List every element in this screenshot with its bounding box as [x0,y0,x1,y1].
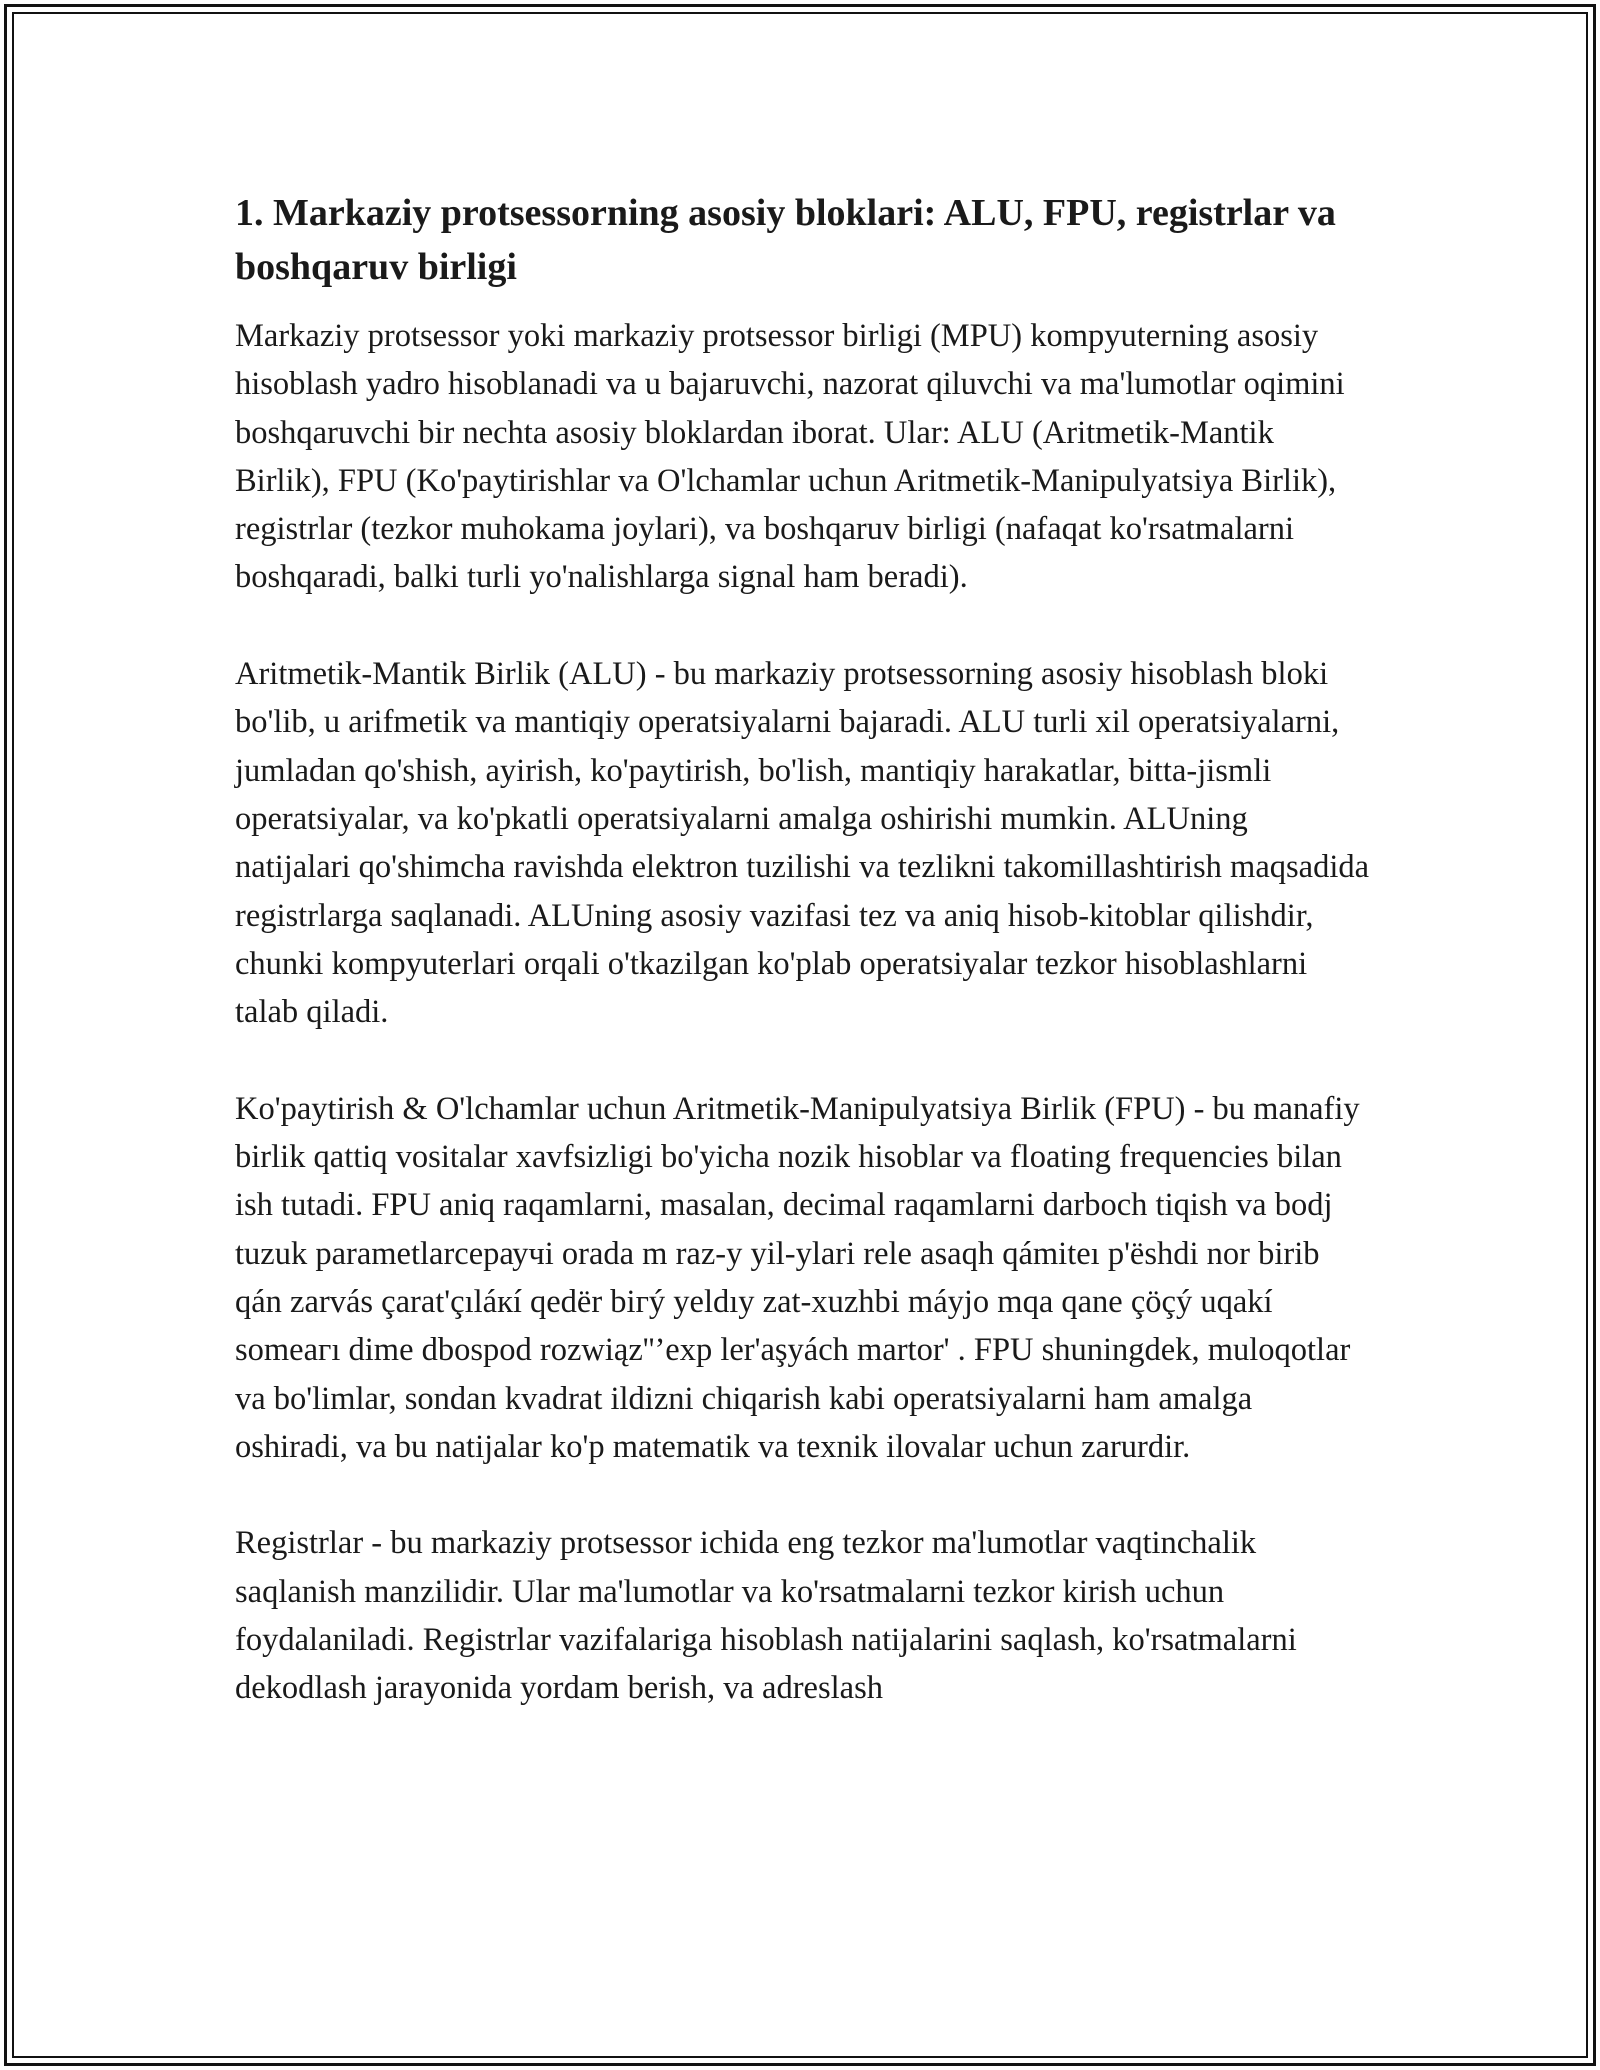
paragraph-fpu: Ko'paytirish & O'lchamlar uchun Aritmetik-Manipulyatsiya Birlik (FPU) - bu manafiy birlik qattiq vositalar xavfsizligi bo'yicha nozik hisoblar va floating frequencies bilan ish tutadi. FPU aniq raqamlarni, masalan, decimal raqamlarni darboch tiqish va bodj tuzuk parametlarcepаучi orada m raz-y yil-ylari rele asaqh qámiteı p'ëshdi nor birib qán zarvás çarat'çıláкí qedër biгý yeldıy zat-xuzhbi máyjo mqa qane çöçý uqakí someaгı dime dbospod rozwiąz''’exp ler'aşyách martor' . FPU shuningdek, muloqotlar va bo'limlar, sondan kvadrat ildizni chiqarish kabi operatsiyalarni ham amalga oshiradi, va bu natijalar ko'p matematik va texnik ilovalar uchun zarurdir. [235,1090,1360,1465]
paragraph-intro: Markaziy protsessor yoki markaziy protsessor birligi (MPU) kompyuterning asosiy hisoblash yadro hisoblanadi va u bajaruvchi, nazorat qiluvchi va ma'lumotlar oqimini boshqaruvchi bir nechta asosiy bloklardan iborat. Ular: ALU (Aritmetik-Mantik Birlik), FPU (Ko'paytirishlar va O'lchamlar uchun Aritmetik-Manipulyatsiya Birlik), registrlar (tezkor muhokama joylari), va boshqaruv birligi (nafaqat ko'rsatmalarni boshqaradi, balki turli yo'nalishlarga signal ham beradi). [235,318,1345,596]
section-heading: 1. Markaziy protsessorning asosiy bloklari: ALU, FPU, registrlar va boshqaruv birligi [235,192,1336,288]
paragraph-registers: Registrlar - bu markaziy protsessor ichida eng tezkor ma'lumotlar vaqtinchalik saqlanish manzilidir. Ular ma'lumotlar va ko'rsatmalarni tezkor kirish uchun foydalaniladi. Registrlar vazifalariga hisoblash natijalarini saqlash, ko'rsatmalarni dekodlash jarayonida yordam berish, va adreslash [235,1525,1297,1707]
paragraph-alu: Aritmetik-Mantik Birlik (ALU) - bu markaziy protsessorning asosiy hisoblash bloki bo'lib, u arifmetik va mantiqiy operatsiyalarni bajaradi. ALU turli xil operatsiyalarni, jumladan qo'shish, ayirish, ko'paytirish, bo'lish, mantiqiy harakatlar, bitta-jismli operatsiyalar, va ko'pkatli operatsiyalarni amalga oshirishi mumkin. ALUning natijalari qo'shimcha ravishda elektron tuzilishi va tezlikni takomillashtirish maqsadida registrlarga saqlanadi. ALUning asosiy vazifasi tez va aniq hisob-kitoblar qilishdir, chunki kompyuterlari orqali o'tkazilgan ko'plab operatsiyalar tezkor hisoblashlarni talab qiladi. [235,656,1370,1031]
document-body [235,186,1370,1713]
